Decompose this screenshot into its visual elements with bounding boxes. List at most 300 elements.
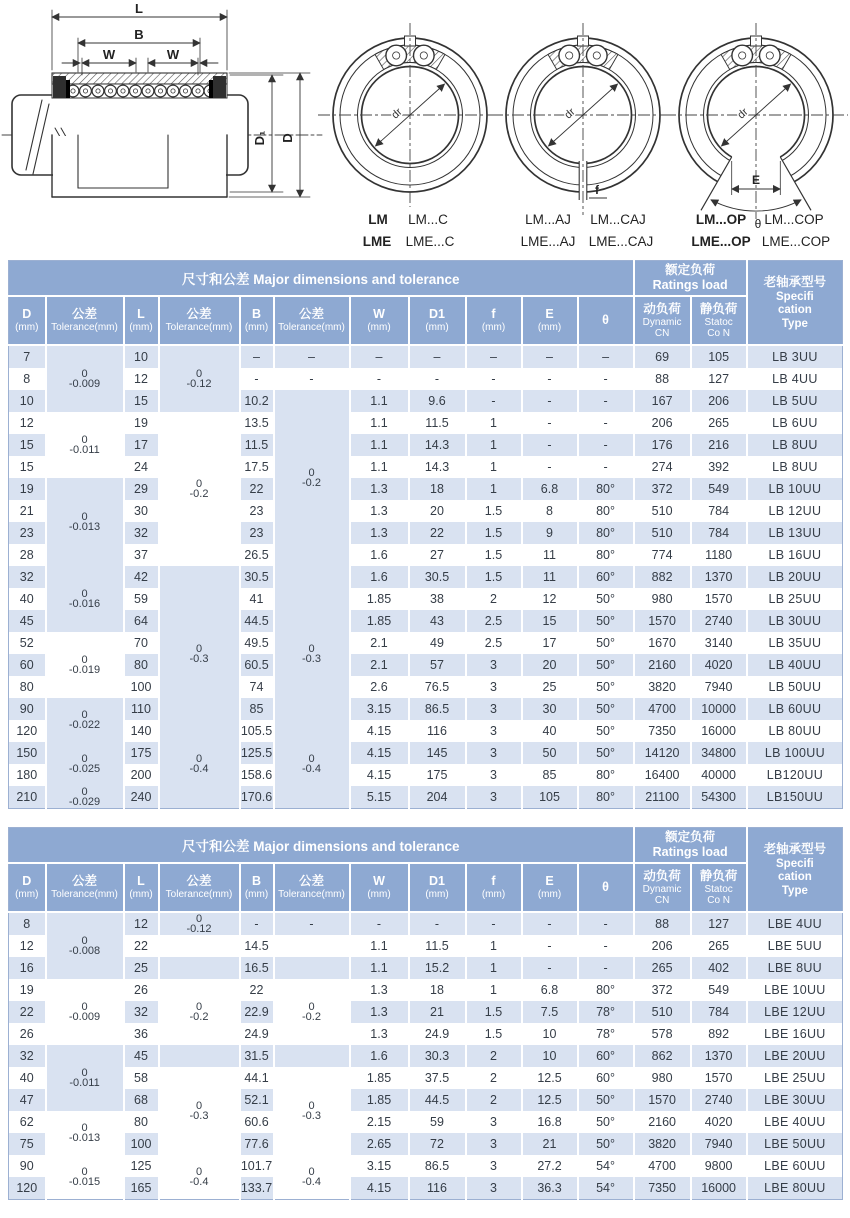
cell-l: 70	[124, 632, 159, 654]
dim-label-B: B	[134, 27, 144, 42]
cell-d-tolerance: 0 -0.009	[46, 345, 124, 412]
cell-l-tolerance	[159, 957, 240, 979]
table-row	[9, 742, 843, 764]
section-view	[2, 1, 322, 198]
cell-d: 8	[23, 372, 31, 386]
cell-l-tolerance	[159, 786, 240, 809]
cell-l: 110	[124, 698, 159, 720]
cell-theta: 80°	[578, 979, 634, 1001]
cell-w: 2.1	[350, 654, 409, 676]
cell-e: 7.5	[522, 1001, 578, 1023]
cell-b: 13.5	[240, 412, 274, 434]
variant-label: LM...C	[408, 212, 448, 227]
cell-dynamic-load: 14120	[634, 742, 691, 764]
cell-d-tolerance: 0 -0.013	[46, 1111, 124, 1155]
cell-d: 26	[19, 1027, 34, 1041]
cell-d: 28	[19, 548, 34, 562]
cell-e: 17	[522, 632, 578, 654]
cell-l: 42	[124, 566, 159, 588]
cell-static-load: 892	[691, 1023, 747, 1045]
cell-d-tolerance: 0 -0.029	[46, 786, 124, 809]
cell-d1: 49	[409, 632, 466, 654]
cell-l: 24	[124, 456, 159, 478]
cell-l: 19	[124, 412, 159, 434]
cell-b: 23	[240, 500, 274, 522]
variant-label: LME...CAJ	[588, 234, 654, 249]
cell-d-tolerance: 0 -0.019	[46, 632, 124, 698]
cell-w: 1.1	[350, 935, 409, 957]
cell-l: 36	[124, 1023, 159, 1045]
cell-type: LB 12UU	[747, 500, 843, 522]
cell-f: 3	[466, 676, 522, 698]
cell-type: LB 5UU	[747, 390, 843, 412]
cell-d1: -	[409, 368, 466, 390]
cell-d1: 9.6	[409, 390, 466, 412]
cell-d: 62	[19, 1115, 34, 1129]
cell-b: 41	[240, 588, 274, 610]
cell-b: 49.5	[240, 632, 274, 654]
seal-left	[53, 76, 66, 98]
cell-type: LB 20UU	[747, 566, 843, 588]
cell-e: 15	[522, 610, 578, 632]
cell-dynamic-load: 206	[634, 935, 691, 957]
end-view-adjustable	[491, 23, 675, 215]
cell-type: LBE 4UU	[747, 912, 843, 935]
cell-w: 1.3	[350, 1023, 409, 1045]
cell-d1: 14.3	[409, 456, 466, 478]
col-header-f: f (mm)	[466, 863, 522, 912]
cell-d-tolerance: 0 -0.015	[46, 1155, 124, 1200]
cell-theta: -	[578, 957, 634, 979]
cell-f: 2	[466, 1089, 522, 1111]
cell-dynamic-load: 7350	[634, 1177, 691, 1200]
variant-label: LM...AJ	[525, 212, 571, 227]
cell-w: -	[350, 368, 409, 390]
cell-d: 90	[19, 1159, 34, 1173]
cell-w: 3.15	[350, 698, 409, 720]
cell-f: 1.5	[466, 566, 522, 588]
cell-e: -	[522, 434, 578, 456]
cell-dynamic-load: 774	[634, 544, 691, 566]
table-row	[9, 979, 843, 1001]
col-header-theta: θ	[578, 296, 634, 345]
cell-theta: -	[578, 390, 634, 412]
variant-label: LM	[368, 212, 388, 227]
cell-w: 1.6	[350, 1045, 409, 1067]
cell-f: 1	[466, 979, 522, 1001]
col-header-l-tolerance: 公差 Tolerance(mm)	[159, 296, 240, 345]
cell-type: LB 60UU	[747, 698, 843, 720]
cell-d1: 20	[409, 500, 466, 522]
variant-label: LM...COP	[764, 212, 824, 227]
cell-l-tolerance: 0 -0.12	[159, 912, 240, 935]
cell-static-load: 16000	[691, 720, 747, 742]
cell-f: 3	[466, 720, 522, 742]
cell-l: 140	[124, 720, 159, 742]
spec-table-2	[8, 827, 843, 1200]
cell-f: 3	[466, 742, 522, 764]
cell-l: 32	[124, 1001, 159, 1023]
cell-l-tolerance	[159, 1045, 240, 1067]
cell-theta: 78°	[578, 1001, 634, 1023]
cell-w: 1.1	[350, 957, 409, 979]
cell-d1: 11.5	[409, 412, 466, 434]
cell-f: -	[466, 912, 522, 935]
cell-theta: 80°	[578, 522, 634, 544]
cell-type: LB 13UU	[747, 522, 843, 544]
table-row	[9, 1111, 843, 1133]
cell-static-load: 10000	[691, 698, 747, 720]
col-header-b: B (mm)	[240, 863, 274, 912]
cell-theta: -	[578, 912, 634, 935]
cell-d: 8	[23, 917, 31, 931]
cell-type: LBE 60UU	[747, 1155, 843, 1177]
cell-b: 74	[240, 676, 274, 698]
cell-d1: 38	[409, 588, 466, 610]
table-title: 尺寸和公差 Major dimensions and tolerance	[9, 261, 634, 297]
variant-label: LME...OP	[691, 234, 751, 249]
cell-b-tolerance: 0 -0.4	[274, 1155, 350, 1200]
cell-w: –	[350, 345, 409, 368]
cell-theta: 50°	[578, 676, 634, 698]
cell-w: 1.3	[350, 478, 409, 500]
variant-label: LM...OP	[695, 212, 747, 227]
cell-d: 32	[19, 1049, 34, 1063]
col-header-dynamic-load: 动负荷 Dynamic CN	[634, 863, 691, 912]
cell-l: 17	[124, 434, 159, 456]
cell-type: LBE 30UU	[747, 1089, 843, 1111]
ratings-load-header: 额定负荷 Ratings load	[634, 828, 747, 864]
cell-dynamic-load: 16400	[634, 764, 691, 786]
cell-b: 133.7	[240, 1177, 274, 1200]
cell-d1: 37.5	[409, 1067, 466, 1089]
cell-b: 105.5	[240, 720, 274, 742]
cell-static-load: 4020	[691, 654, 747, 676]
cell-d-tolerance: 0 -0.022	[46, 698, 124, 742]
cell-theta: 54°	[578, 1155, 634, 1177]
cell-type: LB 8UU	[747, 456, 843, 478]
cell-e: 12.5	[522, 1067, 578, 1089]
type-column-header: 老轴承型号 Specifi cation Type	[747, 828, 843, 913]
cell-d: 210	[16, 790, 38, 804]
cell-d-tolerance: 0 -0.009	[46, 979, 124, 1045]
dim-label-W1: W	[102, 47, 116, 62]
cell-l: 45	[124, 1045, 159, 1067]
type-column-header: 老轴承型号 Specifi cation Type	[747, 261, 843, 346]
cell-b-tolerance	[274, 786, 350, 809]
cell-d: 12	[19, 939, 34, 953]
table-row	[9, 1133, 843, 1155]
col-header-b: B (mm)	[240, 296, 274, 345]
cell-w: 1.6	[350, 566, 409, 588]
cell-d1: 86.5	[409, 1155, 466, 1177]
cell-l-tolerance: 0 -0.2	[159, 412, 240, 566]
cell-d1: 15.2	[409, 957, 466, 979]
cell-e: 11	[522, 566, 578, 588]
cell-static-load: 7940	[691, 676, 747, 698]
cell-b-tolerance	[274, 957, 350, 979]
cell-d1: 116	[409, 720, 466, 742]
table-row	[9, 1023, 843, 1045]
cell-b: 16.5	[240, 957, 274, 979]
cell-l: 125	[124, 1155, 159, 1177]
cell-l: 68	[124, 1089, 159, 1111]
cell-b: 14.5	[240, 935, 274, 957]
cell-d: 47	[19, 1093, 34, 1107]
cell-w: 1.1	[350, 390, 409, 412]
cell-f: 2.5	[466, 632, 522, 654]
variant-label: LME	[362, 234, 392, 249]
cell-b: 11.5	[240, 434, 274, 456]
cell-type: LBE 12UU	[747, 1001, 843, 1023]
cell-d1: 145	[409, 742, 466, 764]
cell-dynamic-load: 206	[634, 412, 691, 434]
cell-static-load: 1370	[691, 566, 747, 588]
cell-static-load: 3140	[691, 632, 747, 654]
cell-d: 22	[19, 1005, 34, 1019]
cell-dynamic-load: 372	[634, 478, 691, 500]
col-header-d1: D1 (mm)	[409, 863, 466, 912]
cell-w: 1.3	[350, 1001, 409, 1023]
cell-static-load: 127	[691, 912, 747, 935]
col-header-b-tolerance: 公差 Tolerance(mm)	[274, 863, 350, 912]
ratings-load-header: 额定负荷 Ratings load	[634, 261, 747, 297]
cell-d1: 11.5	[409, 935, 466, 957]
dim-label-E: E	[751, 173, 761, 187]
cell-d: 21	[19, 504, 34, 518]
cell-dynamic-load: 980	[634, 588, 691, 610]
cell-type: LBE 20UU	[747, 1045, 843, 1067]
cell-theta: -	[578, 412, 634, 434]
cell-type: LB150UU	[747, 786, 843, 809]
cell-w: 1.3	[350, 979, 409, 1001]
cell-b-tolerance: 0 -0.2	[274, 979, 350, 1045]
cell-e: 36.3	[522, 1177, 578, 1200]
cell-d-tolerance: 0 -0.008	[46, 912, 124, 979]
cell-type: LBE 16UU	[747, 1023, 843, 1045]
cell-type: LBE 50UU	[747, 1133, 843, 1155]
cell-b: 44.5	[240, 610, 274, 632]
cell-d1: 18	[409, 478, 466, 500]
dim-label-f: f	[595, 183, 599, 197]
cell-e: 27.2	[522, 1155, 578, 1177]
cell-f: -	[466, 368, 522, 390]
cell-d1: 116	[409, 1177, 466, 1200]
cell-f: 1	[466, 957, 522, 979]
cell-b: 44.1	[240, 1067, 274, 1089]
cell-l: 25	[124, 957, 159, 979]
table-row	[9, 676, 843, 698]
cell-type: LB 100UU	[747, 742, 843, 764]
cell-l-tolerance: 0 -0.4	[159, 742, 240, 786]
cell-d: 120	[16, 724, 38, 738]
cell-e: –	[522, 345, 578, 368]
cell-static-load: 402	[691, 957, 747, 979]
cell-type: LB 25UU	[747, 588, 843, 610]
cell-b-tolerance: 0 -0.3	[274, 1067, 350, 1155]
col-header-static-load: 静负荷 Statoc Co N	[691, 296, 747, 345]
cell-l: 240	[124, 786, 159, 809]
cell-f: 2.5	[466, 610, 522, 632]
cell-e: 6.8	[522, 478, 578, 500]
col-header-d: D (mm)	[9, 296, 46, 345]
cell-b: 26.5	[240, 544, 274, 566]
table-row	[9, 764, 843, 786]
col-header-e: E (mm)	[522, 863, 578, 912]
cell-w: 2.15	[350, 1111, 409, 1133]
cell-dynamic-load: 372	[634, 979, 691, 1001]
table-row	[9, 1001, 843, 1023]
cell-dynamic-load: 3820	[634, 676, 691, 698]
cell-w: 4.15	[350, 742, 409, 764]
cell-static-load: 4020	[691, 1111, 747, 1133]
cell-b: 22.9	[240, 1001, 274, 1023]
cell-d: 7	[23, 350, 31, 364]
cell-d: 75	[19, 1137, 34, 1151]
technical-drawing	[0, 0, 850, 260]
cell-d1: 59	[409, 1111, 466, 1133]
cell-d: 150	[16, 746, 38, 760]
cell-dynamic-load: 21100	[634, 786, 691, 809]
cell-e: -	[522, 412, 578, 434]
col-header-l: L (mm)	[124, 863, 159, 912]
cell-e: 10	[522, 1023, 578, 1045]
col-header-d-tolerance: 公差 Tolerance(mm)	[46, 863, 124, 912]
cell-b: 22	[240, 478, 274, 500]
cell-d: 32	[19, 570, 34, 584]
cell-type: LB 16UU	[747, 544, 843, 566]
cell-dynamic-load: 2160	[634, 654, 691, 676]
cell-theta: 78°	[578, 1023, 634, 1045]
cell-dynamic-load: 510	[634, 1001, 691, 1023]
cell-w: 1.1	[350, 434, 409, 456]
table-row	[9, 720, 843, 742]
cell-l: 175	[124, 742, 159, 764]
cell-b: 101.7	[240, 1155, 274, 1177]
cell-l: 165	[124, 1177, 159, 1200]
cell-d1: 30.5	[409, 566, 466, 588]
spec-table-1	[8, 260, 843, 809]
cell-theta: 50°	[578, 654, 634, 676]
cell-w: 1.85	[350, 588, 409, 610]
cell-theta: 50°	[578, 610, 634, 632]
cell-dynamic-load: 510	[634, 522, 691, 544]
cell-w: 4.15	[350, 764, 409, 786]
cell-d: 19	[19, 482, 34, 496]
variant-label: LME...C	[405, 234, 455, 249]
cell-type: LBE 25UU	[747, 1067, 843, 1089]
cell-theta: 50°	[578, 1089, 634, 1111]
cell-d: 15	[19, 460, 34, 474]
cell-l-tolerance: 0 -0.3	[159, 566, 240, 742]
cell-theta: 50°	[578, 720, 634, 742]
dim-label-theta: θ	[754, 217, 762, 231]
cell-f: 3	[466, 786, 522, 809]
table-row	[9, 698, 843, 720]
cell-dynamic-load: 88	[634, 912, 691, 935]
table-row	[9, 412, 843, 434]
cell-type: LB 8UU	[747, 434, 843, 456]
cell-d1: 27	[409, 544, 466, 566]
tables-area	[0, 260, 850, 1200]
cell-w: -	[350, 912, 409, 935]
cell-f: 3	[466, 1177, 522, 1200]
cell-d-tolerance: 0 -0.013	[46, 478, 124, 566]
cell-w: 1.85	[350, 610, 409, 632]
cell-b: 125.5	[240, 742, 274, 764]
cell-l: 12	[124, 912, 159, 935]
cell-type: LB120UU	[747, 764, 843, 786]
cell-dynamic-load: 980	[634, 1067, 691, 1089]
cell-static-load: 16000	[691, 1177, 747, 1200]
table-row	[9, 456, 843, 478]
cell-w: 2.65	[350, 1133, 409, 1155]
table-row	[9, 654, 843, 676]
cell-f: 3	[466, 698, 522, 720]
cell-w: 1.1	[350, 456, 409, 478]
cell-type: LB 6UU	[747, 412, 843, 434]
cell-theta: 50°	[578, 698, 634, 720]
cell-static-load: 9800	[691, 1155, 747, 1177]
col-header-b-tolerance: 公差 Tolerance(mm)	[274, 296, 350, 345]
cell-e: 8	[522, 500, 578, 522]
cell-b: 170.6	[240, 786, 274, 809]
cell-static-load: 127	[691, 368, 747, 390]
cell-static-load: 1570	[691, 1067, 747, 1089]
table-row	[9, 368, 843, 390]
cell-type: LB 4UU	[747, 368, 843, 390]
cell-theta: 60°	[578, 1067, 634, 1089]
cell-d: 16	[19, 961, 34, 975]
cell-l: 80	[124, 1111, 159, 1133]
variant-label: LME...AJ	[520, 234, 576, 249]
dim-label-dr: dr	[562, 106, 578, 122]
cell-l: 15	[124, 390, 159, 412]
cell-d: 45	[19, 614, 34, 628]
dim-label-dr: dr	[735, 106, 751, 122]
cell-d: 40	[19, 592, 34, 606]
cell-dynamic-load: 1670	[634, 632, 691, 654]
cell-type: LBE 40UU	[747, 1111, 843, 1133]
cell-type: LBE 5UU	[747, 935, 843, 957]
cell-w: 1.6	[350, 544, 409, 566]
table-row	[9, 786, 843, 809]
cell-f: -	[466, 390, 522, 412]
sleeve-section	[52, 73, 227, 84]
cell-d: 15	[19, 438, 34, 452]
cell-l: 58	[124, 1067, 159, 1089]
cell-dynamic-load: 510	[634, 500, 691, 522]
cell-f: 3	[466, 1133, 522, 1155]
cell-e: -	[522, 957, 578, 979]
cell-d1: 43	[409, 610, 466, 632]
cell-static-load: 1180	[691, 544, 747, 566]
cell-l-tolerance: 0 -0.2	[159, 979, 240, 1045]
cell-e: 40	[522, 720, 578, 742]
cell-static-load: 105	[691, 345, 747, 368]
cell-static-load: 40000	[691, 764, 747, 786]
cell-l-tolerance	[159, 935, 240, 957]
cell-type: LB 30UU	[747, 610, 843, 632]
cell-theta: 50°	[578, 588, 634, 610]
cell-e: -	[522, 390, 578, 412]
cell-b-tolerance: 0 -0.4	[274, 742, 350, 786]
dim-label-D: D	[280, 133, 295, 143]
cell-l: 59	[124, 588, 159, 610]
col-header-w: W (mm)	[350, 296, 409, 345]
col-header-dynamic-load: 动负荷 Dynamic CN	[634, 296, 691, 345]
cell-dynamic-load: 2160	[634, 1111, 691, 1133]
